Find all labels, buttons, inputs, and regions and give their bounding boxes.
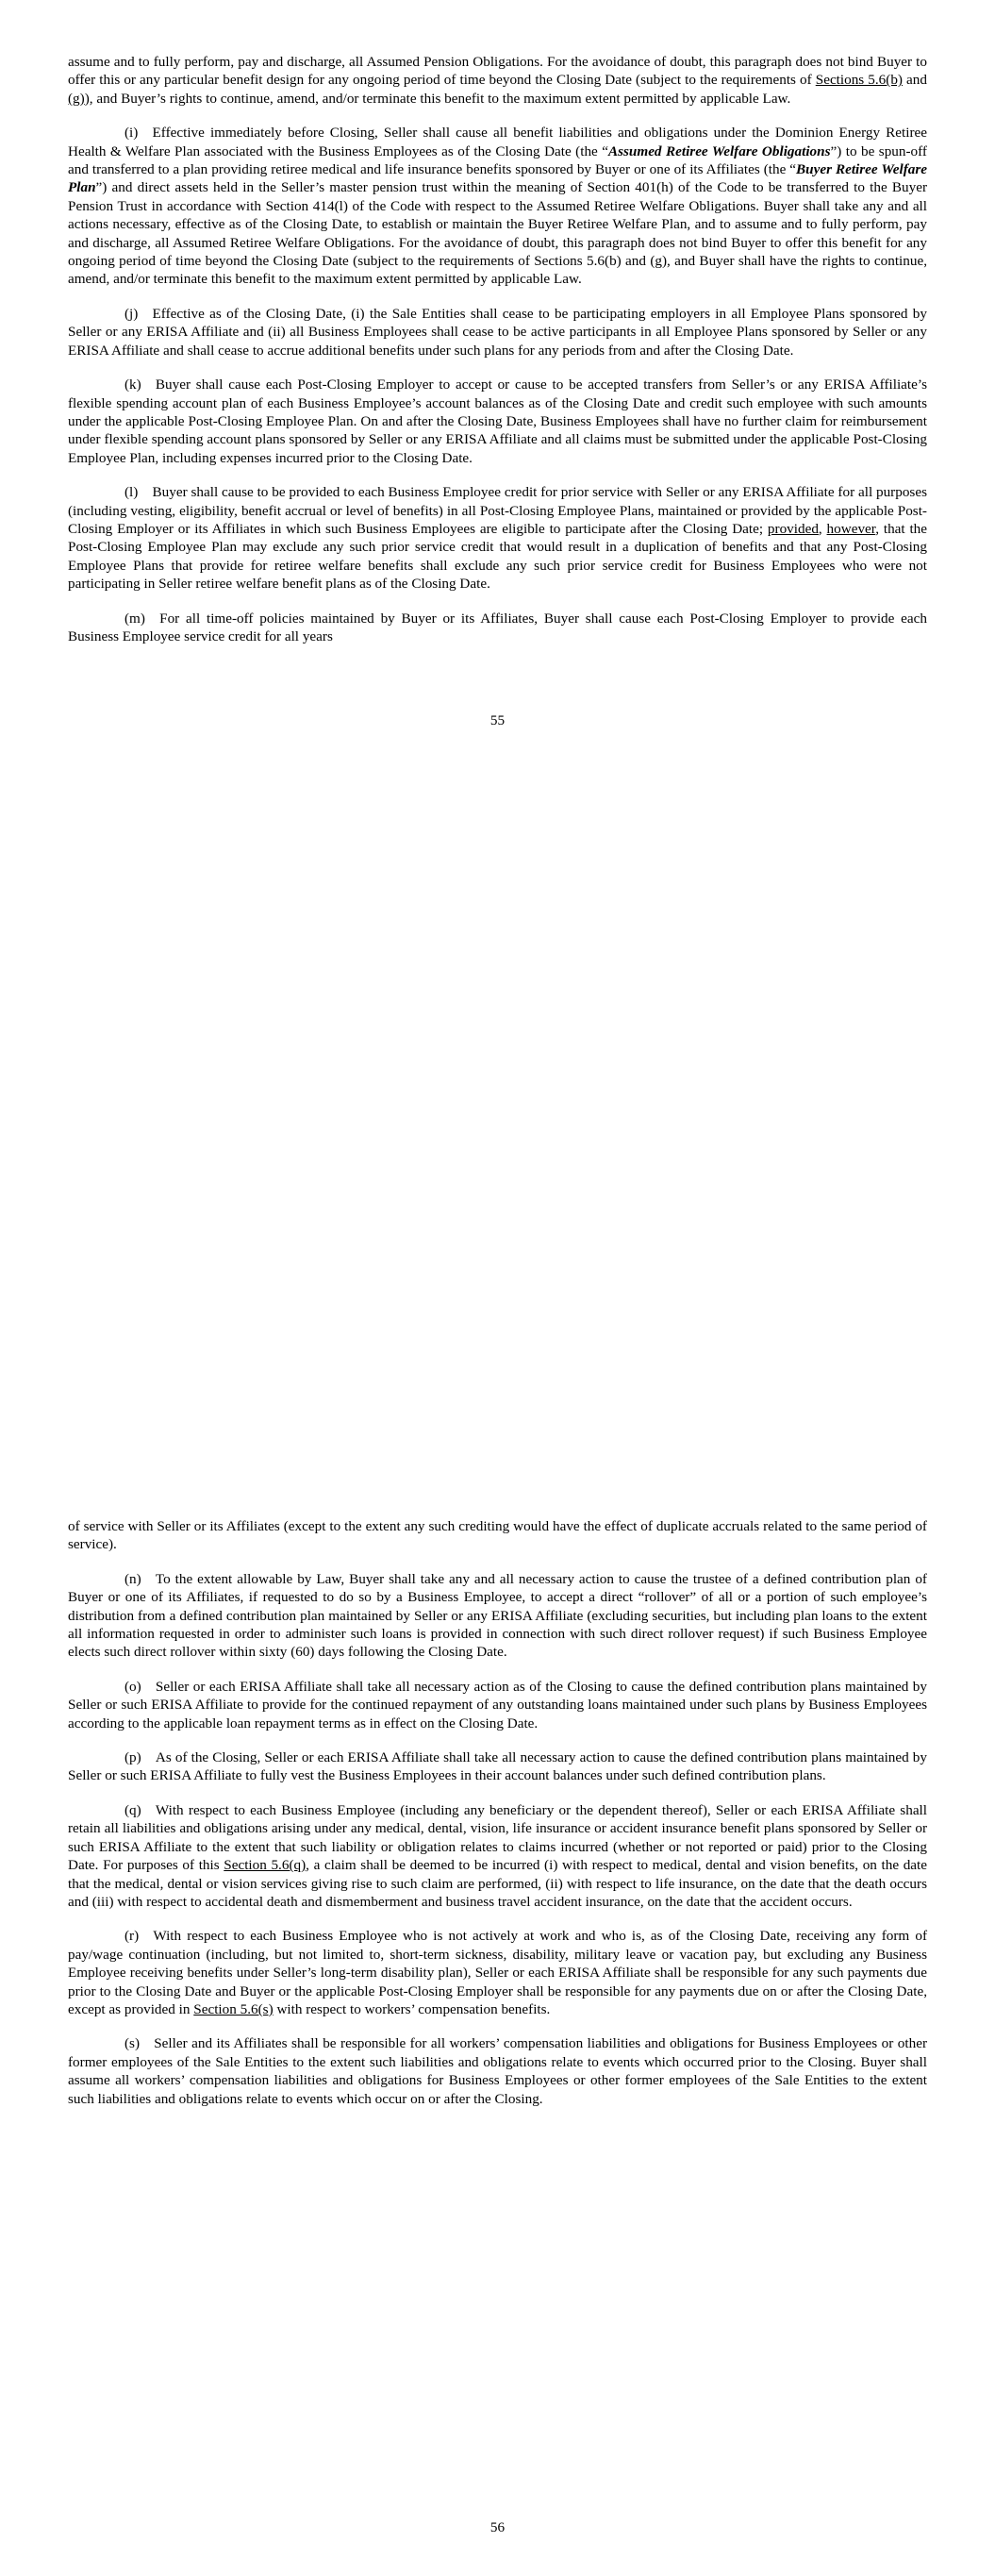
paragraph: assume and to fully perform, pay and discharge, all Assumed Pension Obligations. For the avoidance of doubt, this paragraph does not bind Buyer to offer this or any particular benefit design for any ongoing period of time beyond the Closing Date (subject to the requirements of Sections 5.6(b) and (g)), and Buyer’s rights to continue, amend, and/or terminate this benefit to the maximum extent permitted by applicable Law. <box>68 54 927 107</box>
paragraph-j: (j) Effective as of the Closing Date, (i) the Sale Entities shall cease to be participating employers in all Employee Plans sponsored by Seller or any ERISA Affiliate and (ii) all Business Employees shall cease to be active participants in all Employee Plans sponsored by Seller or any ERISA Affiliate and shall cease to accrue additional benefits under such plans for any periods from and after the Closing Date. <box>68 305 927 359</box>
page-number: 56 <box>489 2519 506 2535</box>
paragraph-l: (l) Buyer shall cause to be provided to each Business Employee credit for prior service with Seller or any ERISA Affiliate for all purposes (including vesting, eligibility, benefit accrual or level of benefits) in all Post-Closing Employee Plans, maintained or provided by the applicable Post-Closing Employer or its Affiliates in which such Business Employees are eligible to participate after the Closing Date; provided, however, that the Post-Closing Employee Plan may exclude any such prior service credit that would result in a duplication of benefits and that any Post-Closing Employee Plans that provide for retiree welfare benefits shall exclude any such prior service credit for Business Employees who were not participating in Seller retiree welfare benefit plans as of the Closing Date. <box>68 484 927 593</box>
paragraph-q: (q) With respect to each Business Employee (including any beneficiary or the dependent thereof), Seller or each ERISA Affiliate shall retain all liabilities and obligations arising under any medical, dental, vision, life insurance or accident insurance benefit plans sponsored by Seller or such ERISA Affiliate to the extent that such liability or obligation relates to claims incurred (whether or not reported or paid) prior to the Closing Date. For purposes of this Section 5.6(q), a claim shall be deemed to be incurred (i) with respect to medical, dental and vision benefits, on the date that the medical, dental or vision services giving rise to such claim are performed, (ii) with respect to life insurance, on the date that the death occurs and (iii) with respect to accidental death and dismemberment and business travel accident insurance, on the date that the accident occurs. <box>68 1801 928 1910</box>
page-number: 55 <box>489 712 506 728</box>
page-55-body <box>68 53 927 645</box>
paragraph-i: (i) Effective immediately before Closing, Seller shall cause all benefit liabilities and obligations under the Dominion Energy Retiree Health & Welfare Plan associated with the Business Employees as of the Closing Date (the “Assumed Retiree Welfare Obligations”) to be spun-off and transferred to a plan providing retiree medical and life insurance benefits sponsored by Buyer or one of its Affiliates (the “Buyer Retiree Welfare Plan”) and direct assets held in the Seller’s master pension trust within the meaning of Section 401(h) of the Code to be transferred to the Buyer Pension Trust in accordance with Section 414(l) of the Code with respect to the Assumed Retiree Welfare Obligations. Buyer shall take any and all actions necessary, effective as of the Closing Date, to establish or maintain the Buyer Retiree Welfare Plan, and to assume and to fully perform, pay and discharge, all Assumed Retiree Welfare Obligations. For the avoidance of doubt, this paragraph does not bind Buyer to offer this benefit for any ongoing period of time beyond the Closing Date (subject to the requirements of Sections 5.6(b) and (g), and Buyer shall have the rights to continue, amend, and/or terminate this benefit to the maximum extent permitted by applicable Law. <box>68 125 927 288</box>
paragraph-o: (o) Seller or each ERISA Affiliate shall take all necessary action as of the Closing to cause the defined contribution plans maintained by Seller or such ERISA Affiliate to provide for the continued repayment of any outstanding loans maintained under such plans by Business Employees according to the applicable loan repayment terms as in effect on the Closing Date. <box>68 1678 927 1731</box>
paragraph-n: (n) To the extent allowable by Law, Buyer shall take any and all necessary action to cause the trustee of a defined contribution plan of Buyer or one of its Affiliates, if requested to do so by a Business Employee, to accept a direct “rollover” of all or a portion of such employee’s distribution from a defined contribution plan maintained by Seller or any ERISA Affiliate (excluding securities, but including plan loans to the extent all information requested in order to administer such loans is provided in connection with such direct rollover request) if such Business Employee elects such direct rollover within sixty (60) days following the Closing Date. <box>68 1570 927 1661</box>
paragraph-m: (m) For all time-off policies maintained by Buyer or its Affiliates, Buyer shall cause each Post-Closing Employer to provide each Business Employee service credit for all years <box>68 610 927 644</box>
paragraph-p: (p) As of the Closing, Seller or each ERISA Affiliate shall take all necessary action to cause the defined contribution plans maintained by Seller or such ERISA Affiliate to fully vest the Business Employees in their account balances under such defined contribution plans. <box>68 1749 927 1784</box>
page-56-body <box>68 1517 927 2108</box>
paragraph: of service with Seller or its Affiliates (except to the extent any such crediting would have the effect of duplicate accruals related to the same period of service). <box>68 1518 927 1553</box>
paragraph-s: (s) Seller and its Affiliates shall be responsible for all workers’ compensation liabilities and obligations for Business Employees or other former employees of the Sale Entities to the extent such liabilities and obligations relate to events which occurred prior to the Closing. Buyer shall assume all workers’ compensation liabilities and obligations for Business Employees or other former employees of the Sale Entities to the extent such liabilities and obligations relate to events which occur on or after the Closing. <box>68 2035 927 2107</box>
page-56-top-margin <box>68 1315 927 1517</box>
paragraph-k: (k) Buyer shall cause each Post-Closing Employer to accept or cause to be accepted transfers from Seller’s or any ERISA Affiliate’s flexible spending account plan of each Business Employee’s account balances as of the Closing Date and credit such employee with such amounts under the applicable Post-Closing Employee Plan. On and after the Closing Date, Business Employees shall have no further claim for reimbursement under flexible spending account plans sponsored by Seller or any ERISA Affiliate and all claims must be submitted under the applicable Post-Closing Employee Plan, including expenses incurred prior to the Closing Date. <box>68 376 927 466</box>
document-page-56 <box>0 1315 995 2576</box>
paragraph-r: (r) With respect to each Business Employee who is not actively at work and who is, as of the Closing Date, receiving any form of pay/wage continuation (including, but not limited to, short-term sickness, disability, military leave or vacation pay, but excluding any Business Employee receiving benefits under Seller’s long-term disability plan), Seller or each ERISA Affiliate shall be responsible for any such payments due prior to the Closing Date and Buyer or the applicable Post-Closing Employer shall be responsible for any payments due on or after the Closing Date, except as provided in Section 5.6(s) with respect to workers’ compensation benefits. <box>68 1928 927 2017</box>
